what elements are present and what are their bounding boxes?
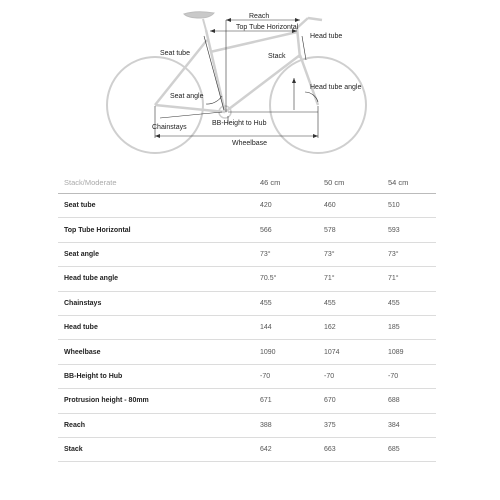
table-header-row [58,172,436,194]
table-row [58,340,436,364]
saddle [184,12,214,18]
row-label: Head tube angle [58,267,260,291]
cell-50: 460 [324,194,388,218]
cell-50: 455 [324,291,388,315]
row-label: Reach [58,413,260,437]
cell-46: 420 [260,194,324,218]
header-frame-type: Stack/Moderate [58,172,260,194]
table-row [58,364,436,388]
cell-46: 70.5° [260,267,324,291]
cell-46: 455 [260,291,324,315]
cell-54: 455 [388,291,436,315]
row-label: Stack [58,437,260,461]
row-label: Chainstays [58,291,260,315]
label-bb-height-to-hub: BB-Height to Hub [212,120,267,127]
table-row [58,267,436,291]
cell-46: 144 [260,315,324,339]
seatpost [203,19,206,30]
label-wheelbase: Wheelbase [232,140,268,147]
table-row [58,389,436,413]
cell-54: 73° [388,242,436,266]
cell-54: 510 [388,194,436,218]
row-label: Seat angle [58,242,260,266]
cell-50: 162 [324,315,388,339]
cell-54: 384 [388,413,436,437]
table-row [58,218,436,242]
cell-54: 688 [388,389,436,413]
geometry-table [58,172,436,462]
row-label: Seat tube [58,194,260,218]
header-size-54: 54 cm [388,172,436,194]
row-label: BB-Height to Hub [58,364,260,388]
cell-54: 185 [388,315,436,339]
header-size-50: 50 cm [324,172,388,194]
table-row [58,242,436,266]
table-row [58,194,436,218]
table-row [58,413,436,437]
header-size-46: 46 cm [260,172,324,194]
table-row [58,315,436,339]
cell-50: 663 [324,437,388,461]
row-label: Top Tube Horizontal [58,218,260,242]
label-chainstays: Chainstays [152,124,187,131]
row-label: Head tube [58,315,260,339]
cell-54: 1089 [388,340,436,364]
row-label: Protrusion height - 80mm [58,389,260,413]
cell-54: 685 [388,437,436,461]
label-stack: Stack [268,53,286,60]
label-seat-angle: Seat angle [170,93,204,100]
cell-50: 73° [324,242,388,266]
row-label: Wheelbase [58,340,260,364]
cell-50: 375 [324,413,388,437]
cell-50: -70 [324,364,388,388]
cell-46: 642 [260,437,324,461]
label-top-tube-horizontal: Top Tube Horizontal [236,24,299,31]
seat-angle-arc [206,96,222,104]
cell-46: 1090 [260,340,324,364]
cell-46: -70 [260,364,324,388]
cell-50: 71° [324,267,388,291]
cell-46: 388 [260,413,324,437]
cell-46: 73° [260,242,324,266]
label-head-tube-angle: Head tube angle [310,84,362,91]
cell-50: 670 [324,389,388,413]
cell-50: 1074 [324,340,388,364]
table-row [58,291,436,315]
cell-50: 578 [324,218,388,242]
bike-geometry-diagram [0,0,500,160]
cell-54: 593 [388,218,436,242]
cell-46: 566 [260,218,324,242]
cell-46: 671 [260,389,324,413]
label-seat-tube: Seat tube [160,50,190,57]
table-row [58,437,436,461]
cell-54: -70 [388,364,436,388]
label-head-tube: Head tube [310,33,343,40]
cell-54: 71° [388,267,436,291]
label-reach: Reach [249,13,270,20]
